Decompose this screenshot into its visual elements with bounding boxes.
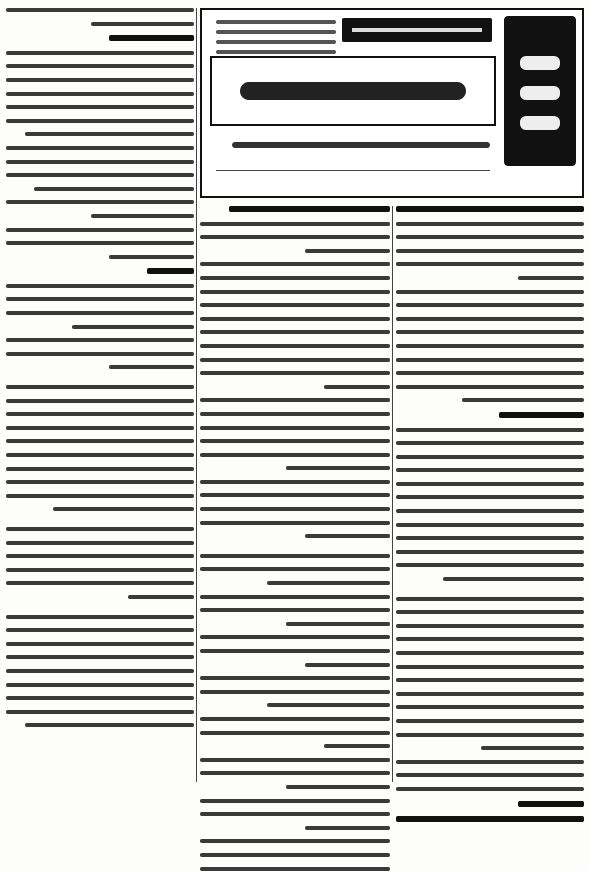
masthead-title — [210, 56, 496, 126]
column-right — [396, 206, 584, 782]
column-rule — [196, 8, 197, 782]
masthead-logo — [504, 16, 576, 166]
masthead-rule — [216, 170, 490, 171]
masthead-banner — [342, 18, 492, 42]
column-middle — [200, 206, 390, 782]
column-left — [6, 8, 194, 782]
masthead — [200, 8, 584, 198]
column-rule — [392, 206, 393, 782]
masthead-subtitle — [232, 142, 490, 148]
